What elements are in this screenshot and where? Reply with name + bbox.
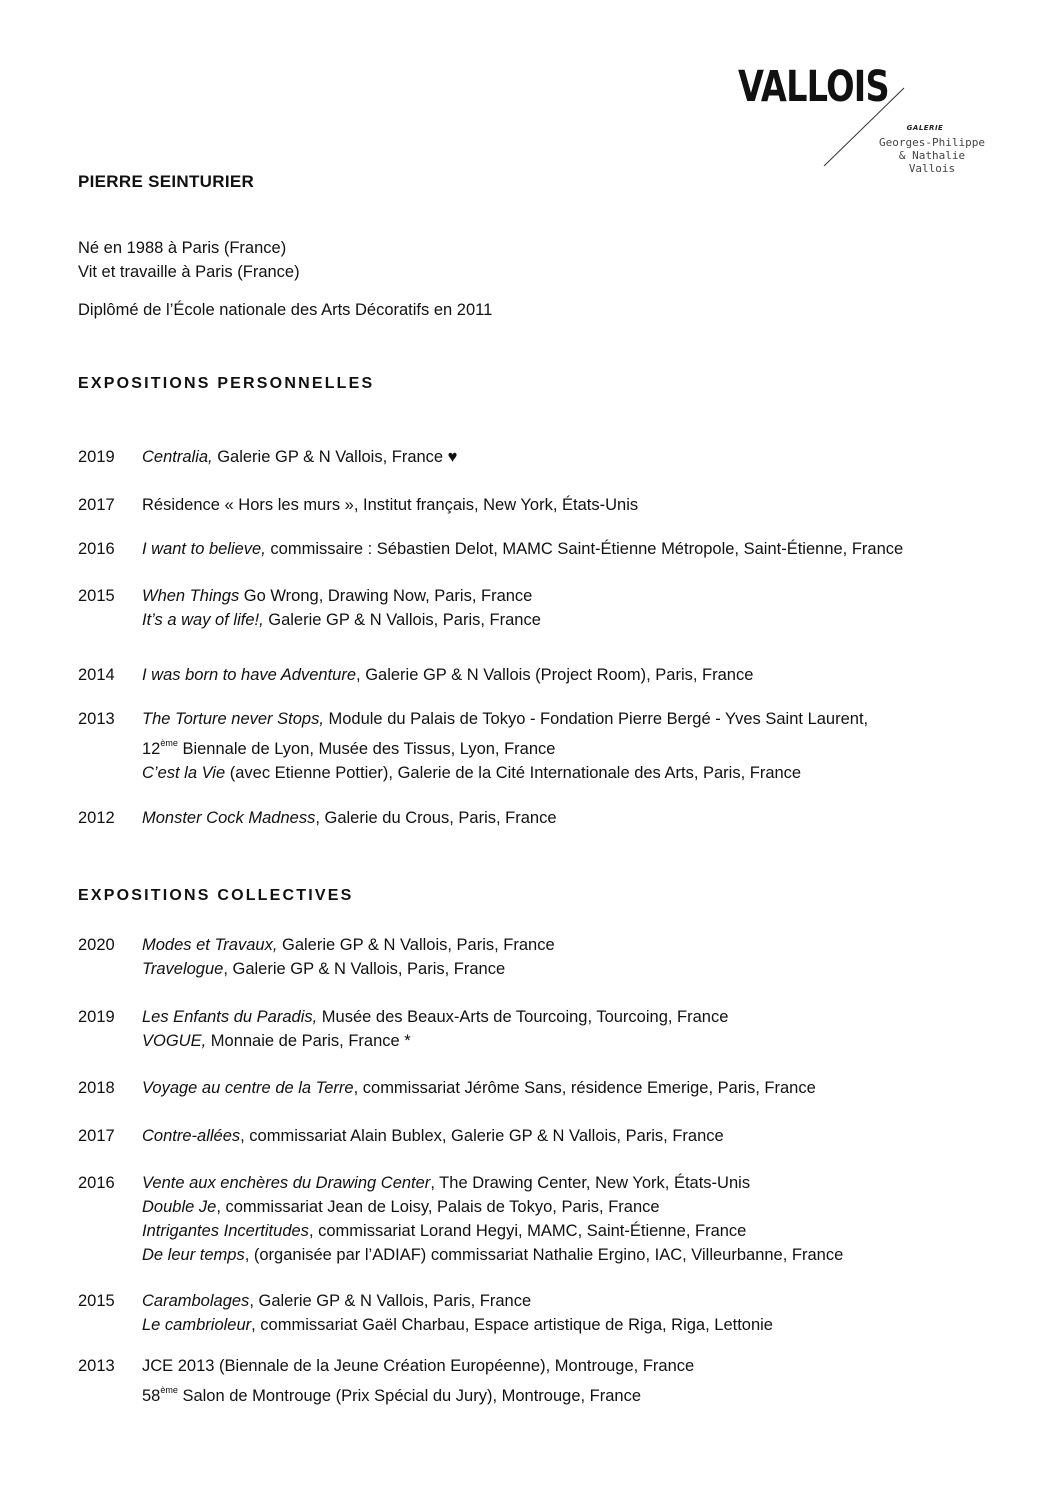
exhibition-details: , Galerie GP & N Vallois (Project Room), Paris, France: [356, 666, 754, 684]
exhibition-title: Vente aux enchères du Drawing Center: [142, 1174, 431, 1192]
entry-lines: [142, 933, 1022, 981]
exhibition-title: Voyage au centre de la Terre: [142, 1079, 354, 1097]
exhibition-title: Double Je: [142, 1198, 217, 1216]
entry-line: [142, 608, 1022, 632]
exhibition-title: It’s a way of life!,: [142, 611, 264, 629]
entry-year: 2020: [78, 936, 115, 954]
exhibition-title: Carambolages: [142, 1292, 250, 1310]
exhibition-details: Musée des Beaux-Arts de Tourcoing, Tourcoing, France: [317, 1008, 729, 1026]
entry-line: [142, 1195, 1022, 1219]
entry-line: [142, 663, 1022, 687]
entry-year: 2014: [78, 666, 115, 684]
entry-year: 2019: [78, 1008, 115, 1026]
entry-line: [142, 1378, 1022, 1408]
exhibition-details: , Galerie GP & N Vallois, Paris, France: [223, 960, 506, 978]
entry-lines: [142, 707, 1022, 785]
artist-birth: Né en 1988 à Paris (France): [78, 239, 287, 257]
exhibition-title: De leur temps: [142, 1246, 245, 1264]
entry-year: 2012: [78, 809, 115, 827]
entry-line: [142, 1354, 1022, 1378]
exhibition-details: , The Drawing Center, New York, États-Unis: [430, 1174, 751, 1192]
exhibition-title: Travelogue: [142, 960, 224, 978]
entry-lines: [142, 445, 1022, 469]
entry-line: [142, 445, 1022, 469]
exhibition-title: When Things: [142, 587, 240, 605]
entry-lines: [142, 806, 1022, 830]
entry-lines: [142, 663, 1022, 687]
entry-lines: [142, 1076, 1022, 1100]
exhibition-title: I was born to have Adventure: [142, 666, 357, 684]
entry-line: [142, 957, 1022, 981]
exhibition-title: Intrigantes Incertitudes: [142, 1222, 309, 1240]
entry-line: [142, 493, 1022, 517]
exhibition-details: , commissariat Alain Bublex, Galerie GP & N Vallois, Paris, France: [240, 1127, 724, 1145]
exhibition-details: commissaire : Sébastien Delot, MAMC Saint-Étienne Métropole, Saint-Étienne, France: [265, 540, 904, 558]
entry-year: 2016: [78, 540, 115, 558]
entry-lines: [142, 1171, 1022, 1267]
exhibition-title: I want to believe,: [142, 540, 266, 558]
entry-year: 2017: [78, 496, 115, 514]
entry-lines: [142, 1289, 1022, 1337]
entry-ordinal-suffix: ème: [160, 738, 178, 748]
artist-name: PIERRE SEINTURIER: [78, 172, 255, 191]
exhibition-details: , commissariat Jean de Loisy, Palais de Tokyo, Paris, France: [216, 1198, 660, 1216]
entry-ordinal: 12: [142, 740, 161, 758]
entry-lines: [142, 1005, 1022, 1053]
exhibition-title: Centralia,: [142, 448, 213, 466]
exhibition-title: VOGUE,: [142, 1032, 207, 1050]
exhibition-title: Modes et Travaux,: [142, 936, 278, 954]
entry-line: [142, 1243, 1022, 1267]
entry-line: [142, 933, 1022, 957]
entry-line: [142, 731, 1022, 761]
entry-year: 2015: [78, 587, 115, 605]
exhibition-details: , commissariat Gaël Charbau, Espace artistique de Riga, Riga, Lettonie: [251, 1316, 773, 1334]
exhibition-details: Salon de Montrouge (Prix Spécial du Jury), Montrouge, France: [177, 1387, 642, 1405]
exhibition-details: Galerie GP & N Vallois, Paris, France: [263, 611, 541, 629]
entry-ordinal-suffix: ème: [160, 1385, 178, 1395]
entry-line: [142, 537, 1022, 561]
exhibition-details: Go Wrong, Drawing Now, Paris, France: [239, 587, 533, 605]
gallery-logo-wordmark: VALLOIS: [738, 62, 889, 112]
entry-ordinal: 58: [142, 1387, 161, 1405]
solo-exhibitions-heading: EXPOSITIONS PERSONNELLES: [78, 375, 375, 392]
exhibition-details: , commissariat Jérôme Sans, résidence Emerige, Paris, France: [353, 1079, 816, 1097]
entry-year: 2013: [78, 1357, 115, 1375]
exhibition-details: Biennale de Lyon, Musée des Tissus, Lyon, France: [177, 740, 556, 758]
exhibition-details: Galerie GP & N Vallois, France ♥: [212, 448, 458, 466]
entry-line: [142, 1076, 1022, 1100]
logo-galerie-label: GALERIE: [906, 124, 944, 132]
exhibition-details: , Galerie du Crous, Paris, France: [315, 809, 557, 827]
entry-lines: [142, 493, 1022, 517]
logo-line-1: Georges-Philippe: [879, 136, 985, 149]
exhibition-title: Le cambrioleur: [142, 1316, 252, 1334]
entry-lines: [142, 537, 1022, 561]
entry-line: [142, 1289, 1022, 1313]
logo-line-2: & Nathalie: [898, 149, 966, 162]
entry-line: [142, 1124, 1022, 1148]
entry-year: 2018: [78, 1079, 115, 1097]
entry-line: [142, 1313, 1022, 1337]
exhibition-title: C’est la Vie: [142, 764, 226, 782]
exhibition-details: JCE 2013 (Biennale de la Jeune Création Européenne), Montrouge, France: [142, 1357, 695, 1375]
exhibition-details: Galerie GP & N Vallois, Paris, France: [277, 936, 555, 954]
entry-line: [142, 761, 1022, 785]
entry-year: 2013: [78, 710, 115, 728]
artist-degree: Diplômé de l’École nationale des Arts Décoratifs en 2011: [78, 301, 493, 319]
entry-year: 2016: [78, 1174, 115, 1192]
exhibition-details: , commissariat Lorand Hegyi, MAMC, Saint-Étienne, France: [308, 1222, 747, 1240]
exhibition-details: (avec Etienne Pottier), Galerie de la Cité Internationale des Arts, Paris, France: [225, 764, 802, 782]
exhibition-title: Les Enfants du Paradis,: [142, 1008, 318, 1026]
entry-year: 2015: [78, 1292, 115, 1310]
entry-line: [142, 584, 1022, 608]
group-exhibitions-heading: EXPOSITIONS COLLECTIVES: [78, 887, 354, 904]
entry-line: [142, 806, 1022, 830]
exhibition-title: Monster Cock Madness: [142, 809, 316, 827]
entry-year: 2019: [78, 448, 115, 466]
exhibition-details: Résidence « Hors les murs », Institut français, New York, États-Unis: [142, 496, 639, 514]
entry-line: [142, 1219, 1022, 1243]
entry-lines: [142, 1124, 1022, 1148]
exhibition-details: Module du Palais de Tokyo - Fondation Pierre Bergé - Yves Saint Laurent,: [323, 710, 869, 728]
exhibition-details: , Galerie GP & N Vallois, Paris, France: [249, 1292, 532, 1310]
entry-line: [142, 1171, 1022, 1195]
entry-line: [142, 1005, 1022, 1029]
entry-line: [142, 707, 1022, 731]
entry-line: [142, 1029, 1022, 1053]
exhibition-title: Contre-allées: [142, 1127, 241, 1145]
logo-line-3: Vallois: [908, 162, 956, 175]
exhibition-details: Monnaie de Paris, France *: [206, 1032, 411, 1050]
entry-year: 2017: [78, 1127, 115, 1145]
entry-lines: [142, 1354, 1022, 1408]
artist-residence: Vit et travaille à Paris (France): [78, 263, 300, 281]
exhibition-title: The Torture never Stops,: [142, 710, 324, 728]
entry-lines: [142, 584, 1022, 632]
exhibition-details: , (organisée par l’ADIAF) commissariat Nathalie Ergino, IAC, Villeurbanne, France: [244, 1246, 844, 1264]
